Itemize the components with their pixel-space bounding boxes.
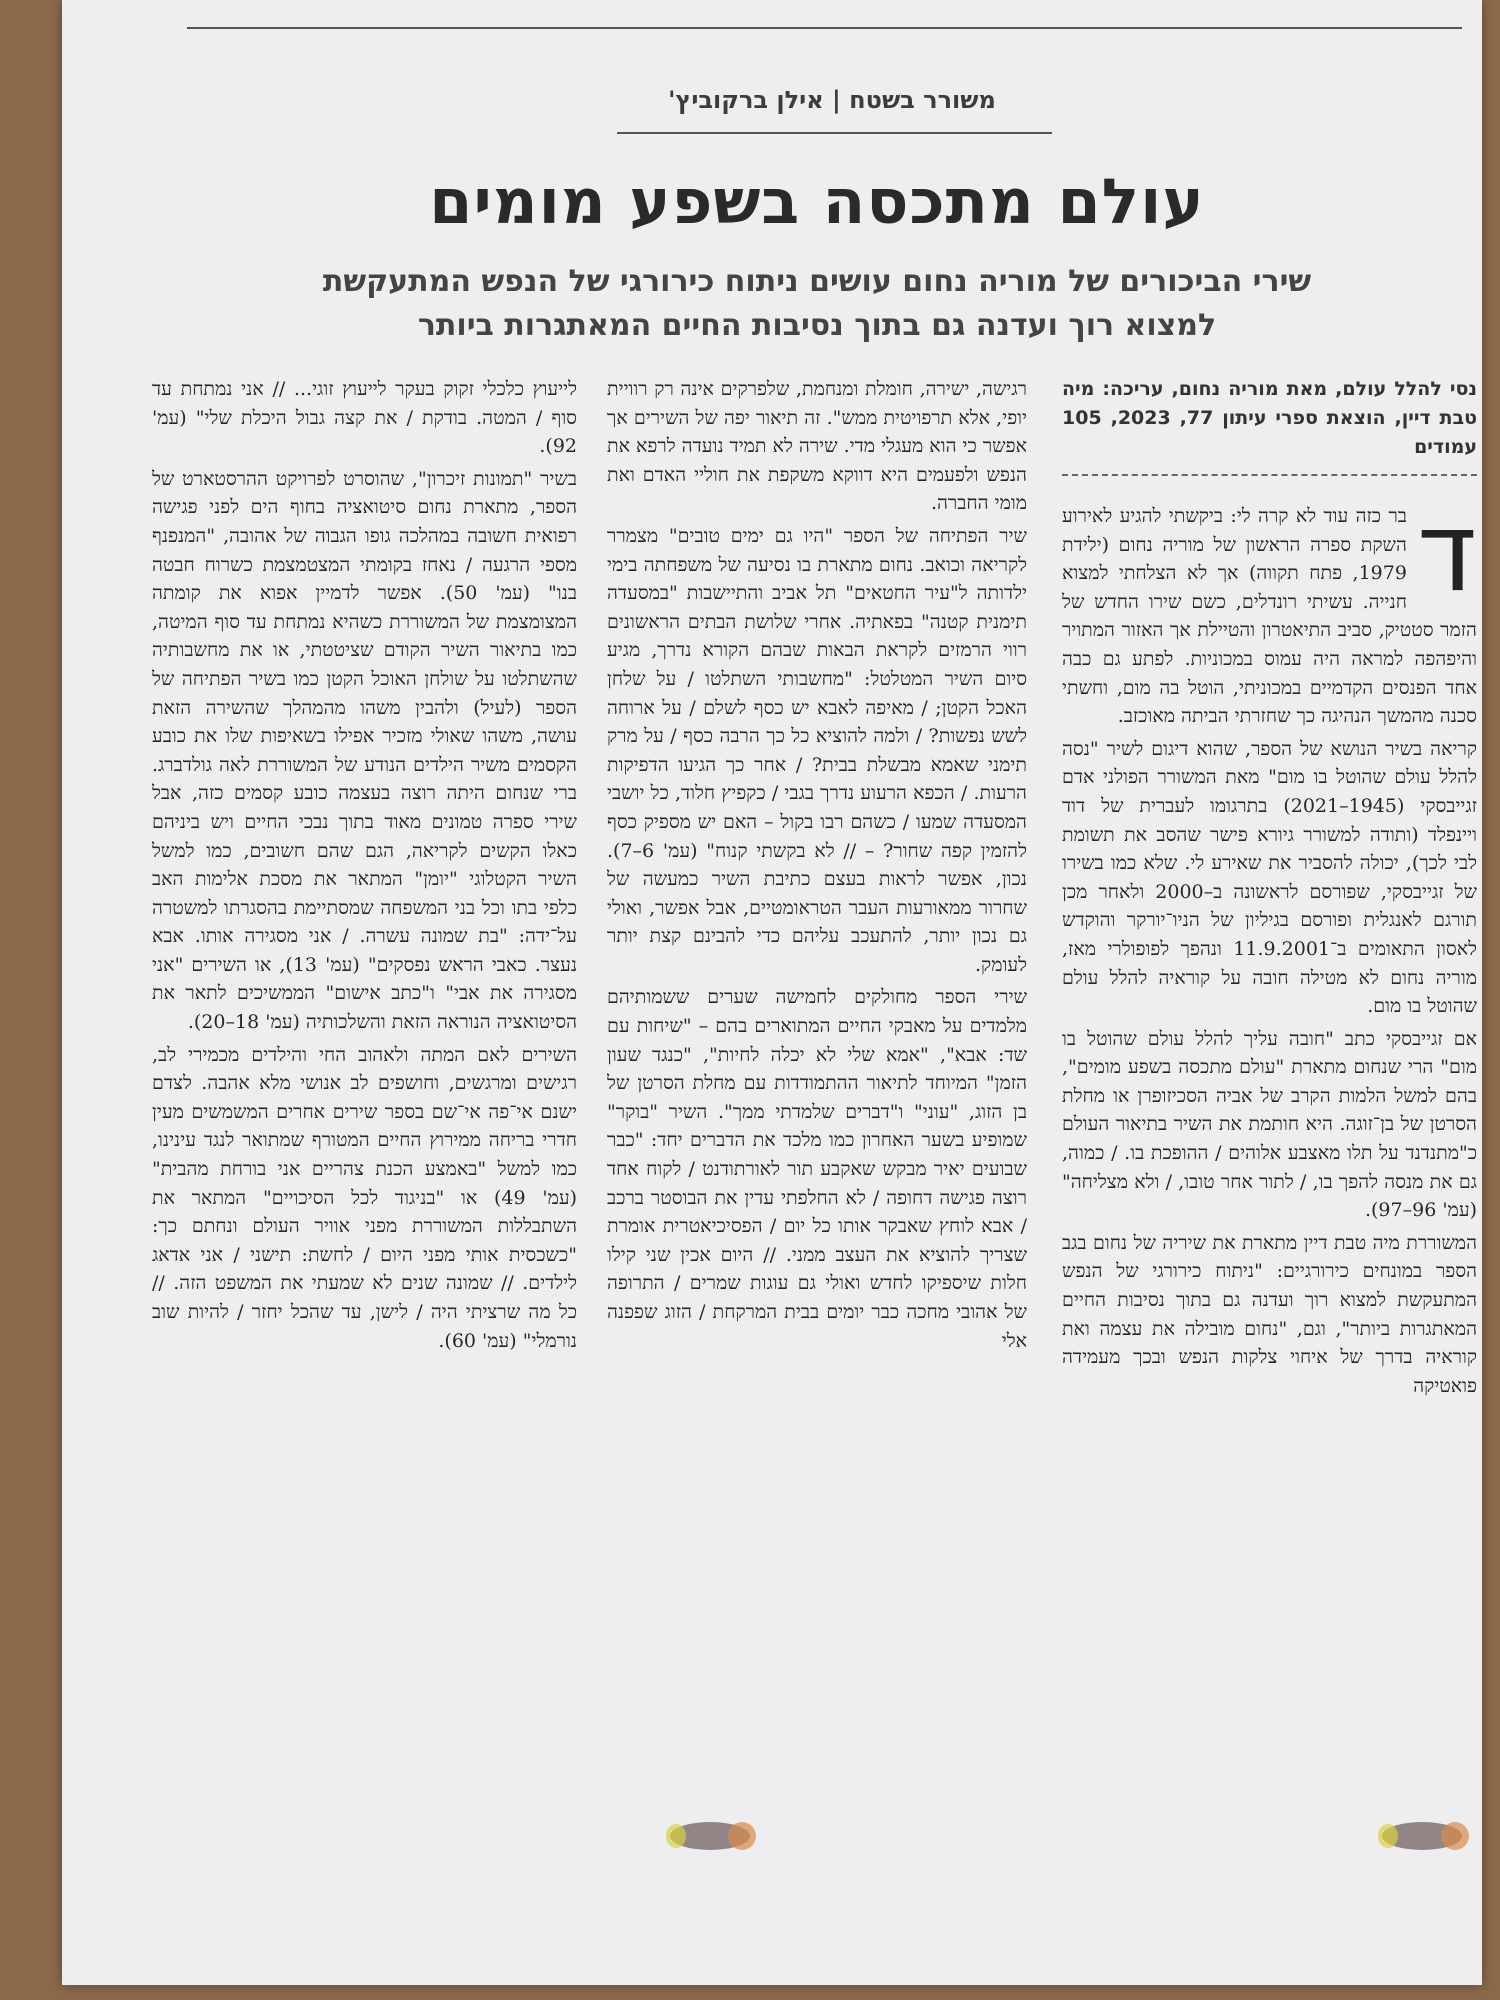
paragraph: בר כזה עוד לא קרה לי: ביקשתי להגיע לאירוע השקת ספרה הראשון של מוריה נחום (ילידת 1979, פתח תקווה) אך לא הצלחתי למצוא חנייה. עשיתי רונדלים, כשם שירו החדש של הזמר סטטיק, סביב התיאטרון והטיילת אך האזור המתויר והיפהפה למראה היה עמוס במכוניות. לפתע גם כבה אחד הפנסים הקדמיים במכוניתי, הוטל בה מום, וחשתי סכנה מהמשך הנהיגה כך שחזרתי הביתה מאוכזב.: [1062, 505, 1477, 728]
header-underline: [617, 132, 1052, 134]
drop-cap: ד: [1416, 488, 1477, 616]
paragraph: בשיר "תמונות זיכרון", שהוסרט לפרויקט ההרסטארט של הספר, מתארת נחום סיטואציה בחוף הים לפני פגישה רפואית חשובה במהלכה גופו הגבוה של אהובה, "המנפנף מספי הרגעה / נאחז בקומתי המצטמצמת כשרוח חבטה בנו" (עמ' 50). אפשר לדמיין אפוא את קומתה המצומצמת של המשוררת כשהיא נמתחת עד סוף המיטה, כמו בתיאור השיר הקודם שציטטתי, או את מחשבותיה שהשתלטו על שולחן האוכל הקטן כמו בשיר הפתיחה של הספר (לעיל) ולהבין משהו מהמהלך שהשירה הזאת עושה, משהו שאולי מזכיר אפילו בשאיפות שלו את כובע הקסמים משיר הילדים הנודע של המשוררת לאה גולדברג. ברי שנחום היתה רוצה בעצמה כובע קסמים כזה, אבל שירי ספרה טמונים מאוד בתוך נבכי החיים ויש ביניהם כאלו הקשים לקריאה, הגם שהם חשובים, כמו למשל השיר הקטלוגי "יומן" המתאר את מסכת אלימות האב כלפי בתו וכל בני המשפחה שמסתיימת בהסגרתו למשטרה על־ידה: "בת שמונה עשרה. / אני מסגירה אותו. אבא נעצר. כאבי הראש נפסקים" (עמ' 13), או השירים "אני מסגירה את אבי" ו"כתב אישום" הממשיכים לתאר את הסיטואציה הנוראה הזאת והשלכותיה (עמ' 18–20).: [152, 467, 577, 1034]
book-info-divider: [1062, 474, 1477, 476]
section-header: משורר בשטח | אילן ברקוביץ': [668, 86, 996, 114]
subheadline: שירי הביכורים של מוריה נחום עושים ניתוח כירורגי של הנפש המתעקשת למצוא רוך ועדנה גם בתוך נסיבות החיים המאתגרות ביותר: [322, 264, 1312, 343]
article-column-left: [152, 375, 577, 1855]
paragraph: המשוררת מיה טבת דיין מתארת את שיריה של נחום בגב הספר במונחים כירורגיים: "ניתוח כירורגי של הנפש המתעקשת למצוא רוך ועדנה גם בתוך נסיבות החיים המאתגרות ביותר", וגם, "נחום מובילה את עצמה ואת קוראיה בדרך של איחוי צלקות הנפש ובכך מעמידה פואטיקה: [1062, 1231, 1477, 1397]
article-column-right: [1062, 375, 1477, 1825]
paragraph: השירים לאם המתה ולאהוב החי והילדים מכמירי לב, רגישים ומרגשים, וחושפים לב אנושי מלא אהבה. לצדם ישנם אי־פה אי־שם בספר שירים אחרים המשמשים מעין חדרי בריחה ממירוץ החיים המטורף שמתואר לנגד עינינו, כמו למשל "באמצע הכנת צהריים אני בורחת מהבית" (עמ' 49) או "בניגוד לכל הסיכויים" המתאר את השתבללות המשוררת מפני אוויר העולם ונחתם כך: "כשכסית אותי מפני היום / לחשת: תישני / אני אדאג לילדים. // שמונה שנים לא שמעתי את המשפט הזה. // כל מה שרציתי היה / לישן, עד שהכל יחזר / להיות שוב נורמלי" (עמ' 60).: [152, 1043, 577, 1352]
paragraph: שיר הפתיחה של הספר "היו גם ימים טובים" מצמרר לקריאה וכואב. נחום מתארת בו נסיעה של משפחתה בימי ילדותה ל"עיר החטאים" תל אביב והתיישבות "במסעדה תימנית קטנה" בפאתיה. אחרי שלושת הבתים הראשונים רווי הרמזים לקראת הבאות שבהם הקורא נדרך, מגיע סיום השיר המטלטל: "מחשבותי השתלטו / על שלחן האכל הקטן; / מאיפה לאבא יש כסף לשלם / על ארוחה לשש נפשות? / ולמה להוציא כל כך הרבה כסף / על מרק תימני שאמא מבשלת בבית? / אחר כך הגיעו הדפיקות הרעות. / הכפא הרעוע נדרך בגבי / כקפיץ חלוד, כל יושבי המסעדה שמעו / כשהם רבו בקול – האם יש מספיק כסף להזמין קפה שחור? – // לא בקשתי קנוח" (עמ' 6–7). נכון, אפשר לראות בעצם כתיבת השיר כמעשה של שחרור ממאורעות העבר הטראומטיים, אבל אפשר, ואולי גם נכון יותר, להתעכב עליהם כדי להבינם קצת יותר לעומק.: [607, 524, 1027, 976]
newspaper-page: [62, 0, 1482, 1985]
article-column-middle: [607, 375, 1027, 1790]
paragraph: לייעוץ כלכלי זקוק בעקר לייעוץ זוגי... // אני נמתחת עד סוף / המטה. בודקת / את קצה גבול היכלת שלי" (עמ' 92).: [152, 378, 577, 458]
paragraph: רגישה, ישירה, חומלת ומנחמת, שלפרקים אינה רק רוויית יופי, אלא תרפויטית ממש". זה תיאור יפה של השירים אך אפשר כי הוא מעגלי מדי. שירה לא תמיד נועדה לרפא את הנפש ולפעמים היא דווקא משקפת את חוליי האדם ואת מומי החברה.: [607, 378, 1027, 515]
paragraph: שירי הספר מחולקים לחמישה שערים ששמותיהם מלמדים על מאבקי החיים המתוארים בהם – "שיחות עם שד: אבא", "אמא שלי לא יכלה לחיות", "כנגד שעון הזמן" המיוחד לתיאור ההתמודדות עם מחלת הסרטן של בן הזוג, "עוני" ו"דברים שלמדתי ממך". השיר "בוקר" שמופיע בשער האחרון כמו מלכד את הדברים יחד: "כבר שבועים יאיר מבקש שאקבע תור לאורתודנט / לקוח אחד רוצה פגישה דחופה / לא החלפתי עדין את הבוסטר ברכב / אבא לוחץ שאבקר אותו כל יום / הפסיכיאטרית אומרת שצריך להוציא את העצב ממני. // היום אכין שני קילו חלות שיספיקו לחדש ואולי גם עוגות שמרים / התרופה של אהובי מחכה כבר יומים בבית המרקחת / הזוג שפפנה אלי: [607, 986, 1027, 1352]
paragraph: קריאה בשיר הנושא של הספר, שהוא דיגום לשיר "נסה להלל עולם שהוטל בו מום" מאת המשורר הפולני אדם זגייבסקי (1945–2021) בתרגומו לעברית של דוד ויינפלד (ותודה למשורר גיורא פישר שהסב את תשומת לבי לכך), יכולה להסביר את שאירע לי. שלא כמו בשירו של זגייבסקי, שפורסם לראשונה ב–2000 ולאחר מכן תורגם לאנגלית ופורסם בגיליון של הניו־יורקר והוקדש לאסון התאומים ב־11.9.2001 ונהפך לפופולרי מאז, מוריה נחום לא מטילה חובה על קוראיה להלל עולם שהוטל בו מום.: [1062, 737, 1477, 1018]
paragraph: אם זגייבסקי כתב "חובה עליך להלל עולם שהוטל בו מום" הרי שנחום מתארת "עולם מתכסה בשפע מומים", בהם למשל הלמות הקרב של אביה הסכיזופרן או מחלת הסרטן של בן־זוגה. היא חותמת את השיר בתיאור העולם כ"מתנדנד על תלו מאצבע אלוהים / ההופכת בו. / כמוה, גם את מנסה להפך בו, / לתור אחר טובו, / ולא מצליחה" (עמ' 96–97).: [1062, 1027, 1477, 1222]
headline: עולם מתכסה בשפע מומים: [429, 165, 1205, 238]
book-info: נסי להלל עולם, מאת מוריה נחום, עריכה: מיה טבת דיין, הוצאת ספרי עיתון 77, 2023, 105 עמודים: [1062, 378, 1477, 458]
top-rule: [187, 27, 1462, 29]
